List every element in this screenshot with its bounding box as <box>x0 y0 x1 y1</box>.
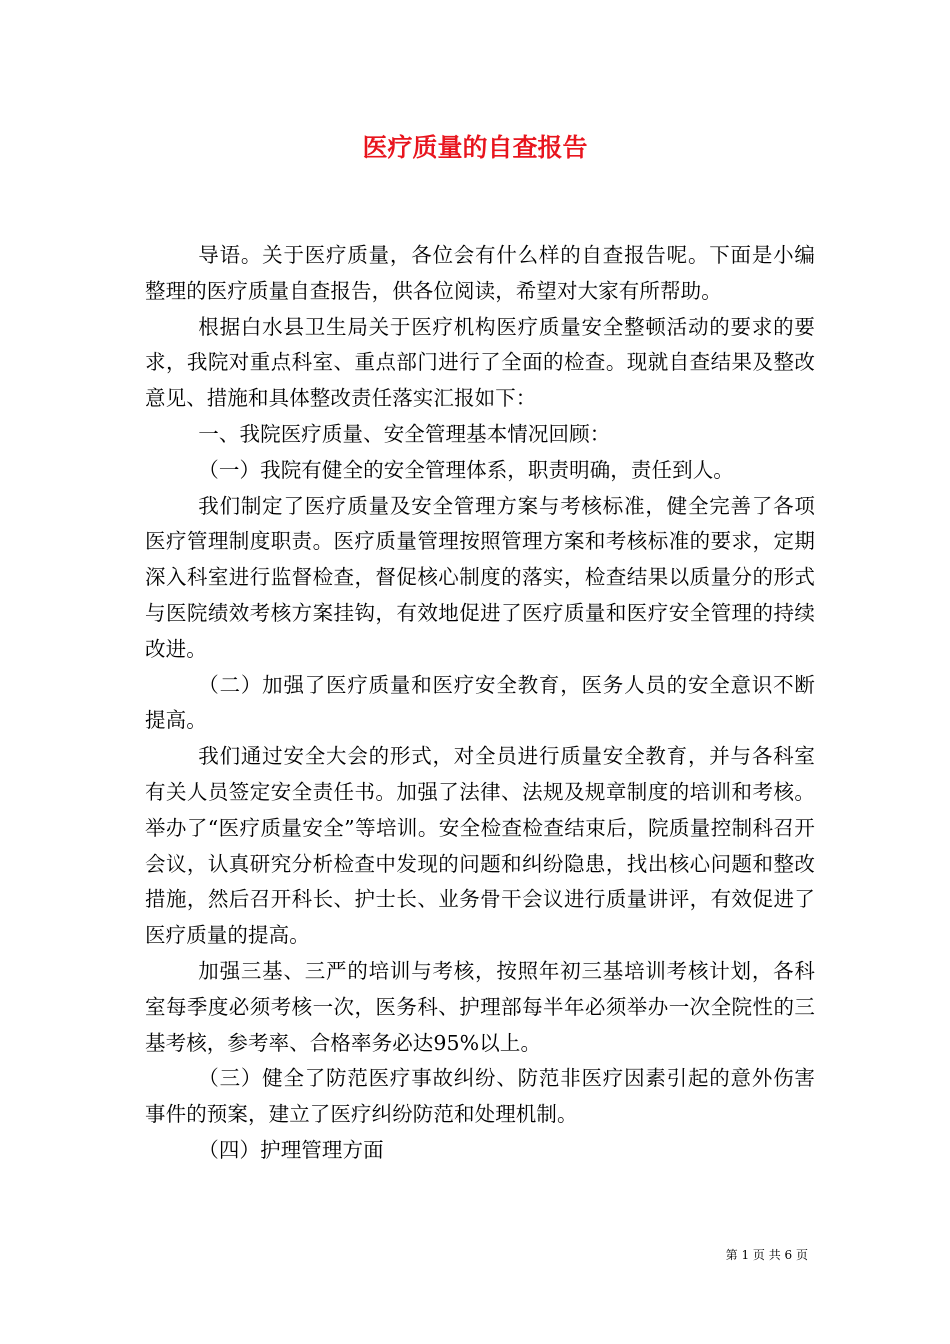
subsection-heading-2: （二）加强了医疗质量和医疗安全教育，医务人员的安全意识不断提高。 <box>145 672 815 733</box>
document-body <box>145 238 815 1169</box>
subsection-heading-3: （三）健全了防范医疗事故纠纷、防范非医疗因素引起的意外伤害事件的预案，建立了医疗纠纷防范和处理机制。 <box>145 1066 815 1127</box>
paragraph-safety-education: 我们通过安全大会的形式，对全员进行质量安全教育，并与各科室有关人员签定安全责任书。加强了法律、法规及规章制度的培训和考核。举办了“医疗质量安全”等培训。安全检查检查结束后，院质量控制科召开会议，认真研究分析检查中发现的问题和纠纷隐患，找出核心问题和整改措施，然后召开科长、护士长、业务骨干会议进行质量讲评，有效促进了医疗质量的提高。 <box>145 744 815 948</box>
paragraph-background: 根据白水县卫生局关于医疗机构医疗质量安全整顿活动的要求的要求，我院对重点科室、重点部门进行了全面的检查。现就自查结果及整改意见、措施和具体整改责任落实汇报如下： <box>145 314 815 411</box>
subsection-heading-4: （四）护理管理方面 <box>198 1137 384 1162</box>
paragraph-management-system: 我们制定了医疗质量及安全管理方案与考核标准，健全完善了各项医疗管理制度职责。医疗质量管理按照管理方案和考核标准的要求，定期深入科室进行监督检查，督促核心制度的落实，检查结果以质量分的形式与医院绩效考核方案挂钩，有效地促进了医疗质量和医疗安全管理的持续改进。 <box>145 493 815 661</box>
paragraph-intro: 导语。关于医疗质量，各位会有什么样的自查报告呢。下面是小编整理的医疗质量自查报告，供各位阅读，希望对大家有所帮助。 <box>145 243 815 303</box>
paragraph-training: 加强三基、三严的培训与考核，按照年初三基培训考核计划，各科室每季度必须考核一次，医务科、护理部每半年必须举办一次全院性的三基考核，参考率、合格率务必达95%以上。 <box>145 958 815 1055</box>
page-number: 第 1 页 共 6 页 <box>725 1248 808 1262</box>
subsection-heading-1: （一）我院有健全的安全管理体系，职责明确，责任到人。 <box>198 457 734 482</box>
document-title: 医疗质量的自查报告 <box>362 133 588 162</box>
section-heading-1: 一、我院医疗质量、安全管理基本情况回顾： <box>198 421 611 446</box>
